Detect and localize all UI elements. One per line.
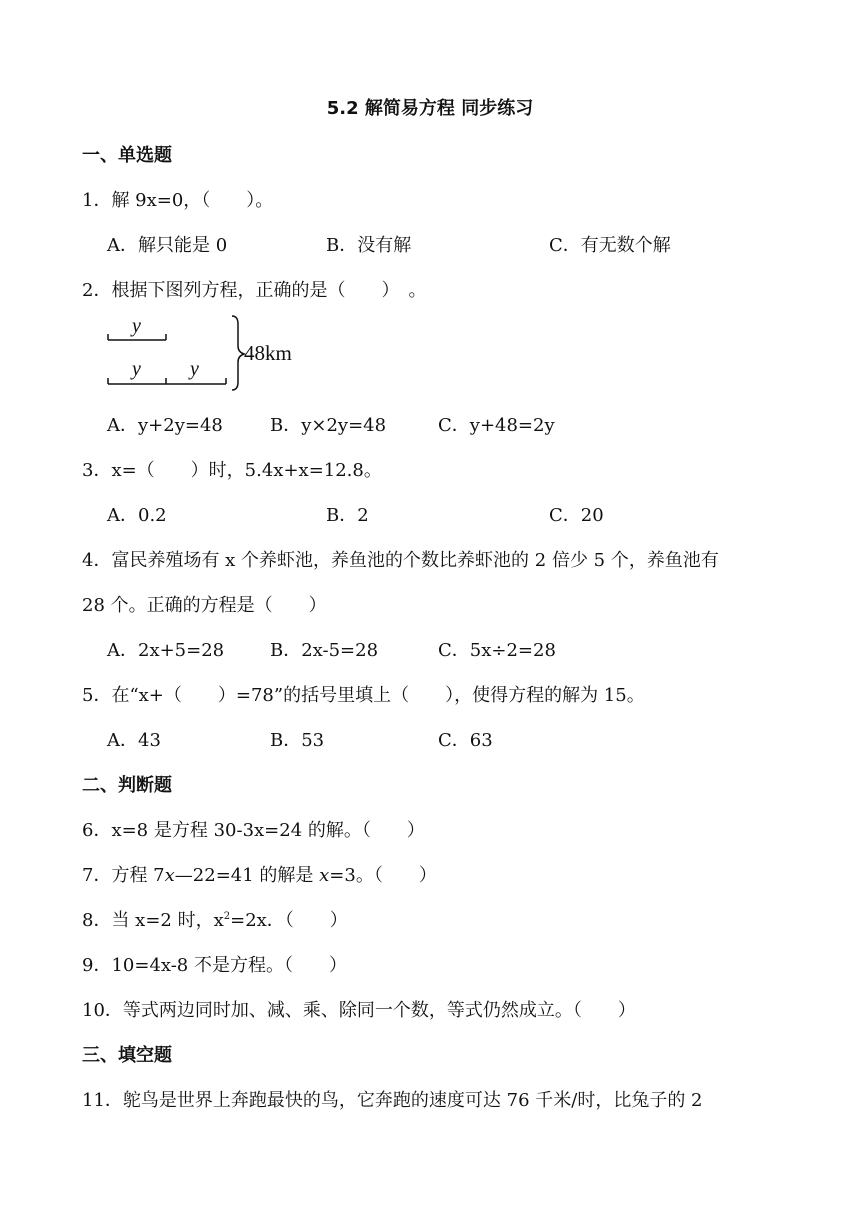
question-8-exponent: 2 bbox=[223, 911, 231, 922]
question-3-stem: 3．x=（ ）时，5.4x+x=12.8。 bbox=[82, 460, 382, 481]
question-4-stem-line-1: 4．富民养殖场有 x 个养虾池，养鱼池的个数比养虾池的 2 倍少 5 个，养鱼池有 bbox=[82, 550, 719, 571]
question-4-option-c: C．5x÷2=28 bbox=[438, 640, 556, 661]
question-3-option-b: B．2 bbox=[326, 505, 369, 526]
section-heading-true-false: 二、判断题 bbox=[82, 775, 172, 796]
section-heading-fill-blank: 三、填空题 bbox=[82, 1045, 172, 1066]
segment-diagram bbox=[104, 312, 314, 396]
question-5-option-c: C．63 bbox=[438, 730, 493, 751]
question-5-option-a: A．43 bbox=[107, 730, 161, 751]
question-3-option-c: C．20 bbox=[549, 505, 604, 526]
question-1-option-a: A．解只能是 0 bbox=[107, 235, 228, 256]
var-bottom-label-2: y bbox=[190, 358, 199, 380]
question-8 bbox=[82, 906, 348, 932]
question-2-option-a: A．y+2y=48 bbox=[107, 415, 223, 436]
question-10: 10．等式两边同时加、减、乘、除同一个数，等式仍然成立。（ ） bbox=[82, 1000, 636, 1021]
question-7-mid: —22=41 的解是 bbox=[174, 865, 320, 886]
question-8-post: =2x．（ ） bbox=[230, 910, 348, 931]
question-2-option-c: C．y+48=2y bbox=[438, 415, 555, 436]
question-11: 11．鸵鸟是世界上奔跑最快的鸟，它奔跑的速度可达 76 千米/时，比兔子的 2 bbox=[82, 1090, 703, 1111]
question-8-pre: 8．当 x=2 时，x bbox=[82, 910, 224, 931]
question-4-stem-line-2: 28 个。正确的方程是（ ） bbox=[82, 595, 327, 616]
page-title: 5.2 解简易方程 同步练习 bbox=[326, 98, 534, 119]
question-4-option-b: B．2x-5=28 bbox=[270, 640, 379, 661]
question-7-var-2: x bbox=[319, 865, 330, 886]
question-5-stem: 5．在“x+（ ）=78”的括号里填上（ ），使得方程的解为 15。 bbox=[82, 685, 645, 706]
question-7 bbox=[82, 861, 437, 887]
question-7-var-1: x bbox=[164, 865, 175, 886]
var-bottom-label-1: y bbox=[132, 358, 141, 380]
question-1-option-c: C．有无数个解 bbox=[549, 235, 671, 256]
question-6: 6．x=8 是方程 30-3x=24 的解。（ ） bbox=[82, 820, 425, 841]
question-7-post: =3。（ ） bbox=[329, 865, 437, 886]
question-3-option-a: A．0.2 bbox=[107, 505, 167, 526]
question-4-option-a: A．2x+5=28 bbox=[107, 640, 225, 661]
question-9: 9．10=4x-8 不是方程。（ ） bbox=[82, 955, 347, 976]
question-1-stem: 1．解 9x=0，（ ）。 bbox=[82, 190, 274, 211]
question-5-option-b: B．53 bbox=[270, 730, 325, 751]
var-top-label: y bbox=[132, 315, 141, 337]
question-1-option-b: B．没有解 bbox=[326, 235, 412, 256]
question-2-stem: 2．根据下图列方程，正确的是（ ） 。 bbox=[82, 280, 427, 301]
question-7-pre: 7．方程 7 bbox=[82, 865, 165, 886]
total-distance-label: 48km bbox=[244, 341, 292, 365]
question-2-option-b: B．y×2y=48 bbox=[270, 415, 387, 436]
section-heading-single-choice: 一、单选题 bbox=[82, 145, 172, 166]
